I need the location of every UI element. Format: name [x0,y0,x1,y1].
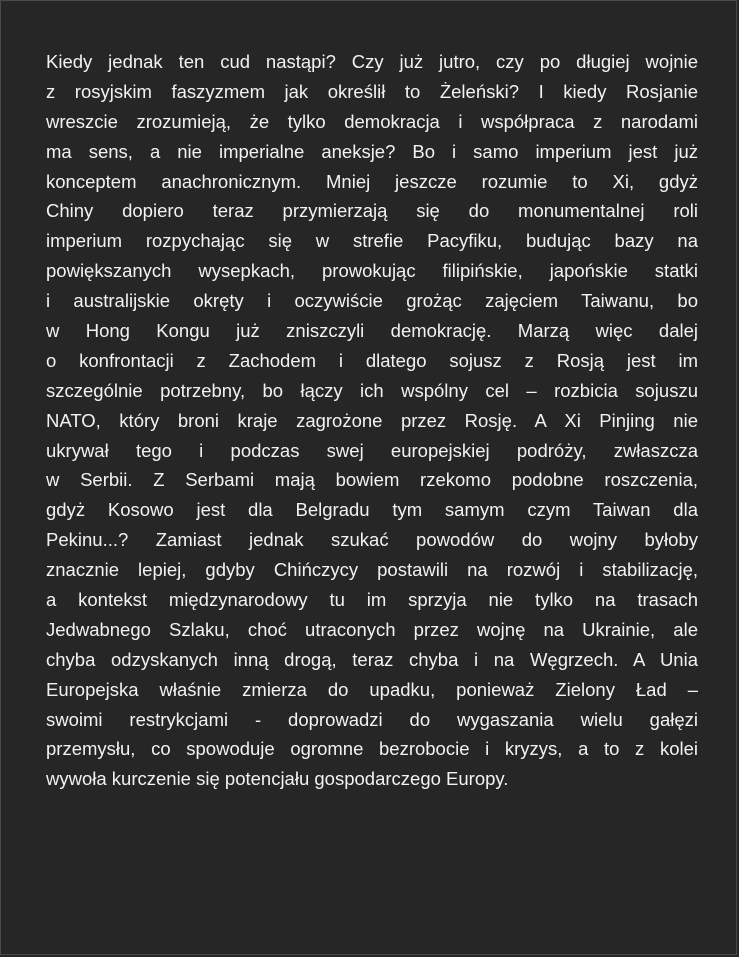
text-line: znacznie lepiej, gdyby Chińczycy postawili na rozwój i stabilizację, [46,559,698,581]
text-line: przemysłu, co spowoduje ogromne bezrobocie i kryzys, a to z kolei [46,738,698,760]
text-line: w Hong Kongu już zniszczyli demokrację. Marzą więc dalej [46,320,698,342]
text-line: gdyż Kosowo jest dla Belgradu tym samym czym Taiwan dla [46,499,698,521]
text-line: wreszcie zrozumieją, że tylko demokracja i współpraca z narodami [46,110,698,132]
text-line: swoimi restrykcjami - doprowadzi do wygaszania wielu gałęzi [46,708,698,730]
text-line: z rosyjskim faszyzmem jak określił to Żeleński? I kiedy Rosjanie [46,80,698,102]
text-line: w Serbii. Z Serbami mają bowiem rzekomo podobne roszczenia, [46,469,698,491]
text-line: a kontekst międzynarodowy tu im sprzyja nie tylko na trasach [46,589,698,611]
text-line: Europejska właśnie zmierza do upadku, ponieważ Zielony Ład – [46,678,698,700]
text-line: Chiny dopiero teraz przymierzają się do monumentalnej roli [46,200,698,222]
text-line: konceptem anachronicznym. Mniej jeszcze rozumie to Xi, gdyż [46,170,698,192]
text-line: o konfrontacji z Zachodem i dlatego sojusz z Rosją jest im [46,349,698,371]
text-line: Pekinu...? Zamiast jednak szukać powodów do wojny byłoby [46,529,698,551]
text-line: szczególnie potrzebny, bo łączy ich wspólny cel – rozbicia sojuszu [46,379,698,401]
text-line-last: wywoła kurczenie się potencjału gospodarczego Europy. [46,768,509,790]
text-line: i australijskie okręty i oczywiście grożąc zajęciem Taiwanu, bo [46,290,698,312]
text-line: imperium rozpychając się w strefie Pacyfiku, budując bazy na [46,230,698,252]
text-line: chyba odzyskanych inną drogą, teraz chyba i na Węgrzech. A Unia [46,648,698,670]
text-line: ma sens, a nie imperialne aneksje? Bo i samo imperium jest już [46,140,698,162]
text-line: NATO, który broni kraje zagrożone przez Rosję. A Xi Pinjing nie [46,409,698,431]
text-line: Jedwabnego Szlaku, choć utraconych przez wojnę na Ukrainie, ale [46,618,698,640]
document-text [46,47,698,794]
text-line: ukrywał tego i podczas swej europejskiej podróży, zwłaszcza [46,439,698,461]
text-line: powiększanych wysepkach, prowokując filipińskie, japońskie statki [46,260,698,282]
text-line: Kiedy jednak ten cud nastąpi? Czy już jutro, czy po długiej wojnie [46,51,698,72]
